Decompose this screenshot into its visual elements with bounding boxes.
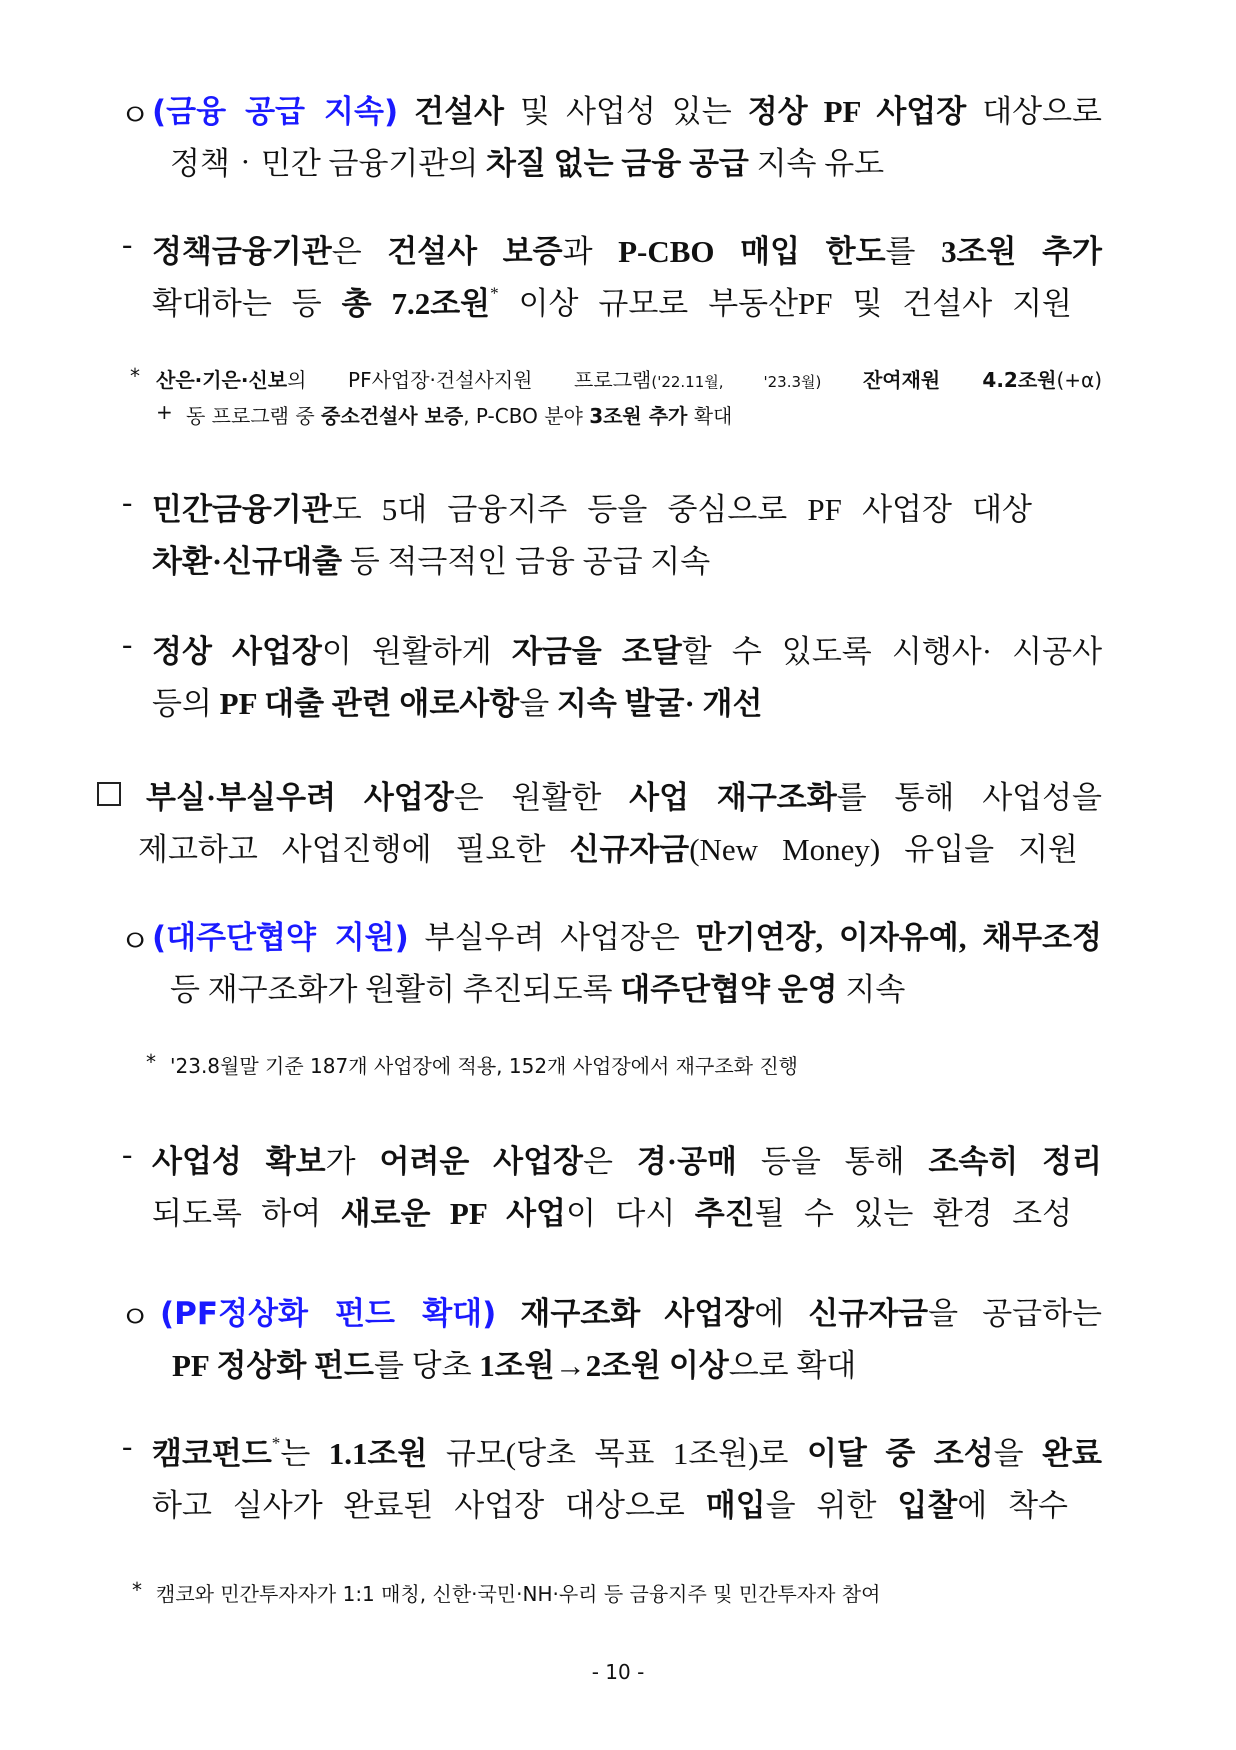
p5-line2: 등 재구조화가 원활히 추진되도록 대주단협약 운영 지속 <box>170 972 906 1007</box>
circle-bullet: ㅇ <box>120 924 150 959</box>
p7-tag: (PF정상화 펀드 확대) <box>160 1296 497 1332</box>
note-star: * <box>132 1578 142 1602</box>
p1-tag: (금융 공급 지속) <box>152 94 399 130</box>
p8-line2: 하고 실사가 완료된 사업장 대상으로 매입을 위한 입찰에 착수 <box>152 1488 1068 1523</box>
p1-line2: 정책‧민간 금융기관의 차질 없는 금융 공급 지속 유도 <box>170 146 885 181</box>
p4-line2: 등의 PF 대출 관련 애로사항을 지속 발굴· 개선 <box>152 686 763 721</box>
p6-line1: 사업성 확보가 어려운 사업장은 경·공매 등을 통해 조속히 정리 <box>152 1144 1103 1179</box>
dash-bullet: - <box>122 226 133 261</box>
note-star: * <box>130 364 140 388</box>
circle-bullet: ㅇ <box>120 98 150 133</box>
p8-line1: 캠코펀드*는 1.1조원 규모(당초 목표 1조원)로 이달 중 조성을 완료 <box>152 1433 1103 1471</box>
p6-line2: 되도록 하여 새로운 PF 사업이 다시 추진될 수 있는 환경 조성 <box>152 1196 1073 1231</box>
dash-bullet: - <box>122 626 133 661</box>
square-bullet-icon <box>97 782 121 806</box>
p5-tag: (대주단협약 지원) <box>152 920 409 956</box>
dash-bullet: - <box>122 484 133 519</box>
p3-line1: 민간금융기관도 5대 금융지주 등을 중심으로 PF 사업장 대상 <box>152 492 1032 527</box>
note2-line: '23.8월말 기준 187개 사업장에 적용, 152개 사업장에서 재구조화 진행 <box>170 1054 798 1078</box>
dash-bullet: - <box>122 1428 133 1463</box>
p5-line1: (대주단협약 지원) 부실우려 사업장은 만기연장, 이자유예, 채무조정 <box>152 920 1102 956</box>
s1-line1: 부실·부실우려 사업장은 원활한 사업 재구조화를 통해 사업성을 <box>146 780 1102 815</box>
circle-bullet: ㅇ <box>120 1300 150 1335</box>
s1-line2: 제고하고 사업진행에 필요한 신규자금(New Money) 유입을 지원 <box>138 832 1078 867</box>
note1-line2: 동 프로그램 중 중소건설사 보증, P-CBO 분야 3조원 추가 확대 <box>186 404 733 428</box>
page-number: - 10 - <box>591 1660 645 1684</box>
p2-line1: 정책금융기관은 건설사 보증과 P-CBO 매입 한도를 3조원 추가 <box>152 234 1102 269</box>
note3-line: 캠코와 민간투자자가 1:1 매칭, 신한·국민·NH·우리 등 금융지주 및 민간투자자 참여 <box>156 1582 881 1606</box>
p7-line2: PF 정상화 펀드를 당초 1조원→2조원 이상으로 확대 <box>172 1348 857 1383</box>
note-plus: + <box>156 400 173 424</box>
p4-line1: 정상 사업장이 원활하게 자금을 조달할 수 있도록 시행사· 시공사 <box>152 634 1103 669</box>
p7-line1: (PF정상화 펀드 확대) 재구조화 사업장에 신규자금을 공급하는 <box>160 1296 1102 1332</box>
p3-line2: 차환·신규대출 등 적극적인 금융 공급 지속 <box>152 544 711 579</box>
p2-line2: 확대하는 등 총 7.2조원* 이상 규모로 부동산PF 및 건설사 지원 <box>152 283 1072 321</box>
note-star: * <box>146 1050 156 1074</box>
dash-bullet: - <box>122 1136 133 1171</box>
p1-line1: (금융 공급 지속) 건설사 및 사업성 있는 정상 PF 사업장 대상으로 <box>152 94 1102 130</box>
note1-line1: 산은·기은·신보의 PF사업장·건설사지원 프로그램('22.11월, '23.3월) 잔여재원 4.2조원(+α) <box>156 368 1103 392</box>
